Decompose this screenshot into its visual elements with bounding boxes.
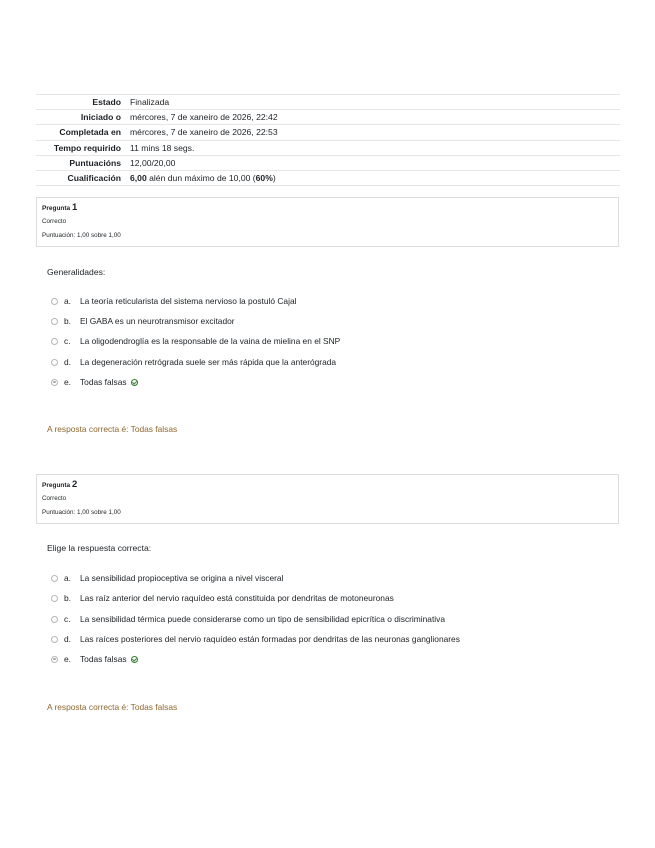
- answer-letter: a.: [64, 573, 71, 583]
- answer-text: Las raíces posteriores del nervio raquídeo están formadas por dendritas de las neuronas ganglionares: [80, 634, 460, 644]
- answer-text: La oligodendroglía es la responsable de la vaina de mielina en el SNP: [80, 336, 341, 346]
- question-text: Generalidades:: [47, 267, 106, 277]
- question-info-box: [36, 197, 619, 247]
- answer-option[interactable]: [51, 355, 336, 369]
- question-number: [42, 203, 618, 213]
- summary-label: Cualificación: [36, 170, 126, 185]
- answer-text: La teoría reticularista del sistema nervioso la postuló Cajal: [80, 296, 297, 306]
- question-info-box: [36, 474, 619, 524]
- question-prefix: Pregunta: [42, 482, 71, 489]
- summary-row: [36, 95, 620, 110]
- question-number: [42, 480, 618, 490]
- answer-letter: a.: [64, 296, 71, 306]
- attempt-summary-table: [36, 94, 620, 186]
- radio-icon[interactable]: [51, 575, 58, 582]
- radio-icon[interactable]: [51, 318, 58, 325]
- answer-option[interactable]: [51, 591, 394, 605]
- summary-value: mércores, 7 de xaneiro de 2026, 22:53: [126, 125, 620, 140]
- summary-row: [36, 155, 620, 170]
- summary-label: Estado: [36, 95, 126, 110]
- radio-icon[interactable]: [51, 379, 58, 386]
- question-state: Correcto: [42, 494, 67, 502]
- radio-icon[interactable]: [51, 338, 58, 345]
- question-text: Elige la respuesta correcta:: [47, 543, 152, 553]
- grade-close: ): [272, 173, 276, 184]
- answer-text: El GABA es un neurotransmisor excitador: [80, 316, 235, 326]
- answer-option[interactable]: [51, 632, 460, 646]
- answer-option[interactable]: [51, 334, 340, 348]
- answer-text: Las raíz anterior del nervio raquídeo está constituida por dendritas de motoneuronas: [80, 593, 394, 603]
- question-prefix: Pregunta: [42, 205, 71, 212]
- grade-value: [126, 170, 620, 185]
- radio-icon[interactable]: [51, 359, 58, 366]
- radio-icon[interactable]: [51, 636, 58, 643]
- summary-label: Puntuacións: [36, 155, 126, 170]
- right-answer-feedback: A resposta correcta é: Todas falsas: [47, 702, 178, 712]
- answer-text: Todas falsas: [80, 654, 127, 664]
- answer-option[interactable]: [51, 652, 138, 666]
- answer-letter: b.: [64, 316, 71, 326]
- check-circle-icon: [131, 656, 138, 663]
- summary-value: 11 mins 18 segs.: [126, 140, 620, 155]
- grade-percent: 60%: [255, 173, 273, 184]
- summary-row: [36, 110, 620, 125]
- question-num: 1: [71, 202, 78, 213]
- answer-option[interactable]: [51, 612, 445, 626]
- answer-text: La sensibilidad propioceptiva se origina a nivel visceral: [80, 573, 284, 583]
- answer-text: La sensibilidad térmica puede considerarse como un tipo de sensibilidad epicrítica o discriminativa: [80, 614, 445, 624]
- radio-icon[interactable]: [51, 595, 58, 602]
- check-circle-icon: [131, 379, 138, 386]
- radio-icon[interactable]: [51, 656, 58, 663]
- answer-letter: e.: [64, 377, 71, 387]
- question-grade: Puntuación: 1,00 sobre 1,00: [42, 231, 121, 239]
- summary-row: [36, 140, 620, 155]
- answer-text: Todas falsas: [80, 377, 127, 387]
- answer-text: La degeneración retrógrada suele ser más rápida que la anterógrada: [80, 357, 337, 367]
- summary-label: Iniciado o: [36, 110, 126, 125]
- grade-max-text: alén dun máximo de 10,00 (: [146, 173, 256, 184]
- question-state: Correcto: [42, 217, 67, 225]
- grade-score: 6,00: [130, 173, 147, 184]
- summary-row: [36, 125, 620, 140]
- question-grade: Puntuación: 1,00 sobre 1,00: [42, 508, 121, 516]
- answer-option[interactable]: [51, 571, 283, 585]
- summary-label: Tempo requirido: [36, 140, 126, 155]
- summary-value: Finalizada: [126, 95, 620, 110]
- summary-row: [36, 170, 620, 185]
- answer-letter: c.: [64, 614, 71, 624]
- right-answer-feedback: A resposta correcta é: Todas falsas: [47, 424, 178, 434]
- answer-letter: c.: [64, 336, 71, 346]
- radio-icon[interactable]: [51, 616, 58, 623]
- answer-option[interactable]: [51, 375, 138, 389]
- answer-letter: b.: [64, 593, 71, 603]
- answer-letter: d.: [64, 357, 71, 367]
- answer-letter: e.: [64, 654, 71, 664]
- answer-option[interactable]: [51, 294, 296, 308]
- summary-value: mércores, 7 de xaneiro de 2026, 22:42: [126, 110, 620, 125]
- answer-letter: d.: [64, 634, 71, 644]
- question-num: 2: [71, 479, 78, 490]
- answer-option[interactable]: [51, 314, 235, 328]
- summary-label: Completada en: [36, 125, 126, 140]
- summary-value: 12,00/20,00: [126, 155, 620, 170]
- radio-icon[interactable]: [51, 298, 58, 305]
